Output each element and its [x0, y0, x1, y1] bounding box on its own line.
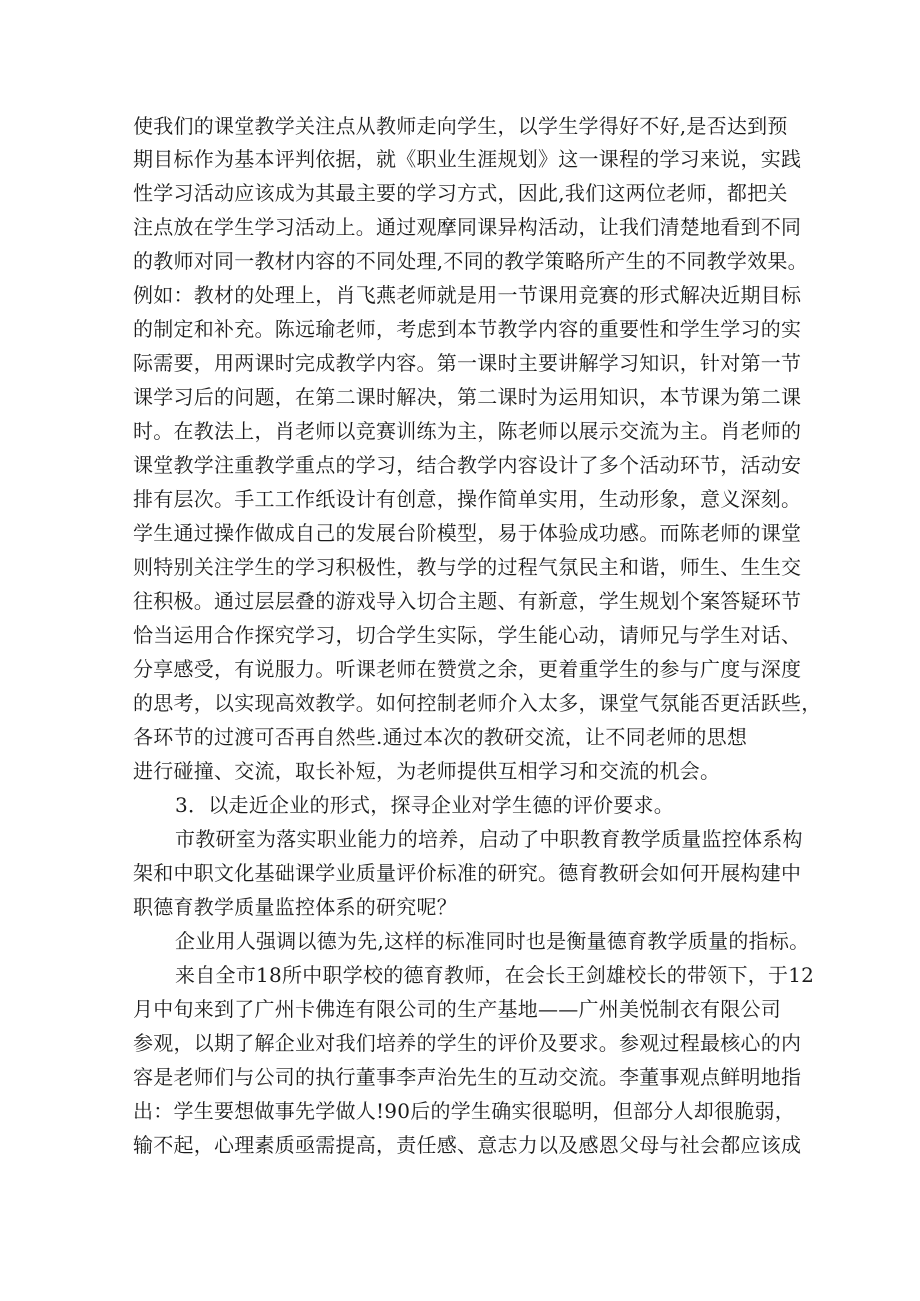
text-line: 则特别关注学生的学习积极性，教与学的过程气氛民主和谐，师生、生生交 — [133, 555, 802, 579]
text-line: 期目标作为基本评判依据，就《职业生涯规划》这一课程的学习来说，实践 — [133, 147, 802, 171]
text-line: 输不起，心理素质亟需提高，责任感、意志力以及感恩父母与社会都应该成 — [133, 1133, 802, 1157]
text-line: 架和中职文化基础课学业质量评价标准的研究。德育教研会如何开展构建中 — [133, 861, 802, 885]
text-line: 恰当运用合作探究学习，切合学生实际，学生能心动，请师兄与学生对话、 — [133, 623, 802, 647]
text-line: 际需要，用两课时完成教学内容。第一课时主要讲解学习知识，针对第一节 — [133, 351, 802, 375]
text-line: 容是老师们与公司的执行董事李声治先生的互动交流。李董事观点鲜明地指 — [133, 1065, 802, 1089]
paragraph-start: 来自全市18所中职学校的德育教师，在会长王剑雄校长的带领下，于12 — [175, 963, 815, 987]
text-line: 使我们的课堂教学关注点从教师走向学生，以学生学得好不好,是否达到预 — [133, 114, 788, 138]
paragraph-start: 市教研室为落实职业能力的培养，启动了中职教育教学质量监控体系构 — [175, 827, 803, 851]
text-line: 时。在教法上，肖老师以竞赛训练为主，陈老师以展示交流为主。肖老师的 — [133, 419, 802, 443]
section-heading: 3．以走近企业的形式，探寻企业对学生德的评价要求。 — [175, 793, 674, 817]
text-line: 的制定和补充。陈远瑜老师，考虑到本节教学内容的重要性和学生学习的实 — [133, 317, 802, 341]
text-line: 的教师对同一教材内容的不同处理,不同的教学策略所产生的不同教学效果。 — [133, 249, 808, 273]
text-line: 月中旬来到了广州卡佛连有限公司的生产基地——广州美悦制衣有限公司 — [133, 997, 781, 1021]
text-line: 往积极。通过层层叠的游戏导入切合主题、有新意，学生规划个案答疑环节 — [133, 589, 802, 613]
text-line: 的思考，以实现高效教学。如何控制老师介入太多，课堂气氛能否更活跃些， — [133, 691, 822, 715]
text-line: 学生通过操作做成自己的发展台阶模型，易于体验成功感。而陈老师的课堂 — [133, 521, 802, 545]
text-line: 性学习活动应该成为其最主要的学习方式，因此,我们这两位老师，都把关 — [133, 181, 788, 205]
text-line: 出：学生要想做事先学做人!90后的学生确实很聪明，但部分人却很脆弱， — [133, 1099, 795, 1123]
text-line: 参观，以期了解企业对我们培养的学生的评价及要求。参观过程最核心的内 — [133, 1031, 802, 1055]
text-line: 各环节的过渡可否再自然些.通过本次的教研交流，让不同老师的思想 — [133, 725, 748, 749]
paragraph-start: 企业用人强调以德为先,这样的标准同时也是衡量德育教学质量的指标。 — [175, 929, 810, 953]
text-line: 注点放在学生学习活动上。通过观摩同课异构活动，让我们清楚地看到不同 — [133, 215, 802, 239]
text-line: 职德育教学质量监控体系的研究呢？ — [133, 895, 457, 919]
text-line: 排有层次。手工工作纸设计有创意，操作简单实用，生动形象，意义深刻。 — [133, 487, 802, 511]
text-line: 例如：教材的处理上，肖飞燕老师就是用一节课用竞赛的形式解决近期目标 — [133, 283, 802, 307]
text-line: 课学习后的问题，在第二课时解决，第二课时为运用知识，本节课为第二课 — [133, 385, 802, 409]
text-line: 课堂教学注重教学重点的学习，结合教学内容设计了多个活动环节，活动安 — [133, 453, 802, 477]
text-line: 进行碰撞、交流，取长补短，为老师提供互相学习和交流的机会。 — [133, 759, 721, 783]
text-line: 分享感受，有说服力。听课老师在赞赏之余，更着重学生的参与广度与深度 — [133, 657, 802, 681]
